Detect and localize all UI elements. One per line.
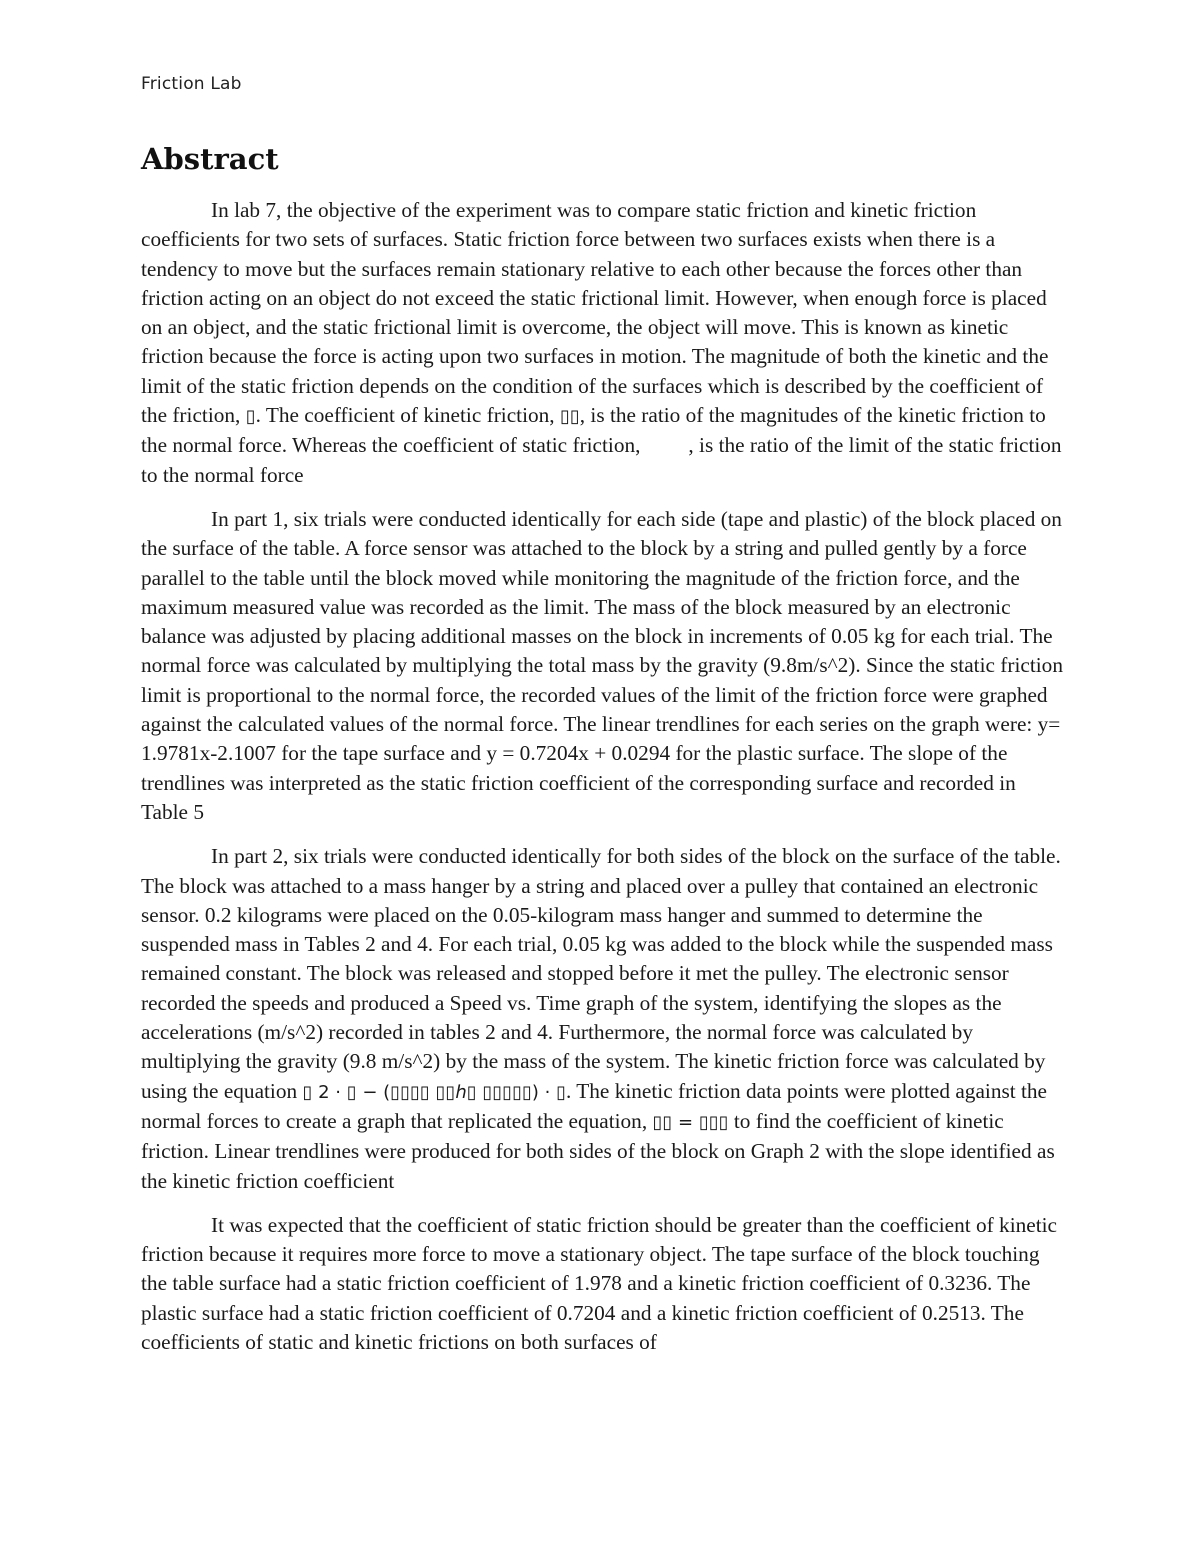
math-symbol: ▯▯ bbox=[559, 406, 580, 428]
abstract-body bbox=[141, 196, 1066, 1357]
math-symbol: ▯ bbox=[245, 406, 256, 428]
text-run: In part 1, six trials were conducted identically for each side (tape and plastic) of the block placed on the surface of the table. A force sensor was attached to the block by a string and pulled gently by a force parallel to the table until the block moved while monitoring the magnitude of the friction force, and the maximum measured value was recorded as the limit. The mass of the block measured by an electronic balance was adjusted by placing additional masses on the block in increments of 0.05 kg for each trial. The normal force was calculated by multiplying the total mass by the gravity (9.8m/s^2). Since the static friction limit is proportional to the normal force, the recorded values of the limit of the friction force were graphed against the calculated values of the normal force. The linear trendlines for each series on the graph were: y= 1.9781x-2.1007 for the tape surface and y = 0.7204x + 0.0294 for the plastic surface. The slope of the trendlines was interpreted as the static friction coefficient of the corresponding surface and recorded in Table 5 bbox=[141, 506, 1063, 824]
paragraph-part-1 bbox=[141, 505, 1066, 827]
text-run: In part 2, six trials were conducted identically for both sides of the block on the surface of the table. The block was attached to a mass hanger by a string and placed over a pulley that contained an electronic sensor. 0.2 kilograms were placed on the 0.05-kilogram mass hanger and summed to determine the suspended mass in Tables 2 and 4. For each trial, 0.05 kg was added to the block while the suspended mass remained constant. The block was released and stopped before it met the pulley. The electronic sensor recorded the speeds and produced a Speed vs. Time graph of the system, identifying the slopes as the accelerations (m/s^2) recorded in tables 2 and 4. Furthermore, the normal force was calculated by multiplying the gravity (9.8 m/s^2) by the mass of the system. The kinetic friction force was calculated by using the equation bbox=[141, 844, 1061, 1103]
text-run: In lab 7, the objective of the experiment was to compare static friction and kinetic friction coefficients for two sets of surfaces. Static friction force between two surfaces exists when there is a tendency to move but the surfaces remain stationary relative to each other because the forces other than friction acting on an object do not exceed the static frictional limit. However, when enough force is placed on an object, and the static frictional limit is overcome, the object will move. This is known as kinetic friction because the force is acting upon two surfaces in motion. The magnitude of both the kinetic and the limit of the static friction depends on the condition of the surfaces which is described by the coefficient of the friction, bbox=[141, 198, 1049, 428]
math-equation: ▯▯ = ▯▯▯ bbox=[652, 1111, 729, 1133]
paragraph-intro bbox=[141, 196, 1066, 490]
text-run: . The coefficient of kinetic friction, bbox=[255, 403, 560, 428]
text-run: , is the ratio of the limit of the static friction to the normal force bbox=[141, 433, 1062, 487]
text-run: . The kinetic friction data points were plotted against the normal forces to create a graph that replicated the equation, bbox=[141, 1078, 1048, 1133]
text-run: , is the ratio of the magnitudes of the kinetic friction to the normal force. Whereas the coefficient of static friction, bbox=[141, 403, 1046, 458]
section-title: Abstract bbox=[141, 142, 279, 176]
page-header: Friction Lab bbox=[141, 74, 242, 94]
math-symbol bbox=[646, 433, 689, 457]
text-run: It was expected that the coefficient of static friction should be greater than the coefficient of kinetic friction because it requires more force to move a stationary object. The tape surface of the block touching the table surface had a static friction coefficient of 1.978 and a kinetic friction coefficient of 0.3236. The plastic surface had a static friction coefficient of 0.7204 and a kinetic friction coefficient of 0.2513. The coefficients of static and kinetic frictions on both surfaces of bbox=[141, 1212, 1058, 1354]
text-run: to find the coefficient of kinetic friction. Linear trendlines were produced for both sides of the block on Graph 2 with the slope identified as the kinetic friction coefficient bbox=[141, 1108, 1055, 1193]
math-equation: ▯ 2 · ▯ − (▯▯▯▯ ▯▯ℎ▯ ▯▯▯▯▯) · ▯ bbox=[302, 1081, 566, 1103]
paragraph-part-2 bbox=[141, 842, 1066, 1196]
paragraph-results bbox=[141, 1211, 1066, 1357]
